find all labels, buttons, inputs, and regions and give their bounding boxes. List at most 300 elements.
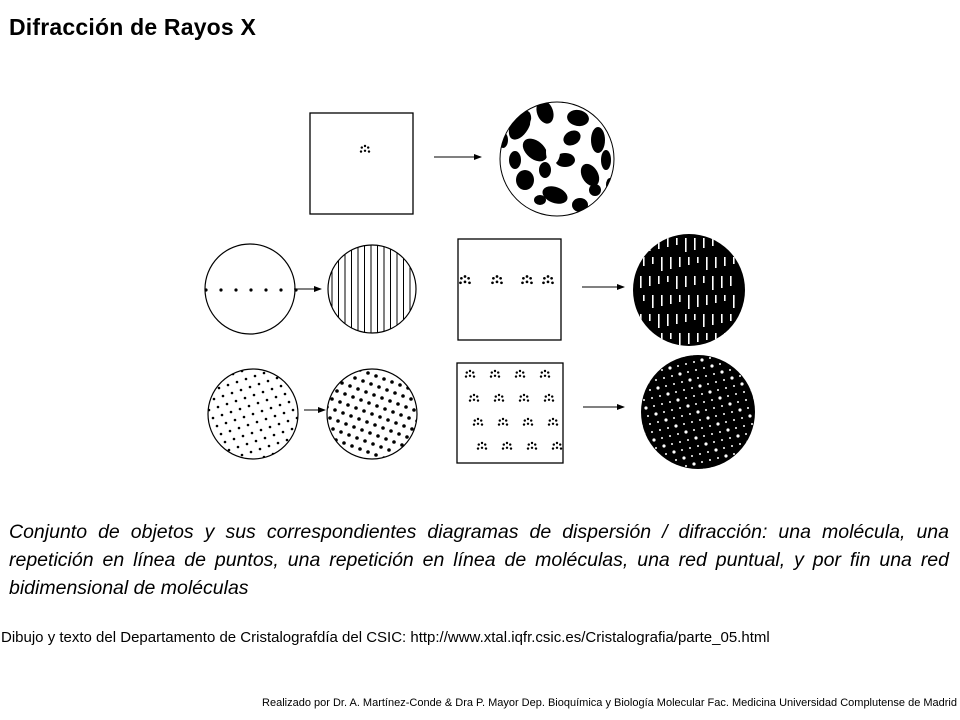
lattice-point [249,470,252,473]
diffraction-streak [733,295,735,308]
molecule-dot [551,281,554,284]
reciprocal-lattice-point [434,436,438,440]
molecule-dot [484,443,486,445]
lattice-point [294,455,297,458]
diffraction-streak [694,314,696,320]
reciprocal-lattice-point [342,441,346,445]
molecule-dot [473,375,475,377]
reciprocal-lattice-point [330,397,334,401]
reciprocal-lattice-point [324,454,328,458]
reciprocal-lattice-point [404,484,408,488]
diffraction-spot [670,476,673,479]
lattice-point [221,498,224,500]
reciprocal-lattice-point [329,367,333,371]
molecule-dot [367,146,369,148]
reciprocal-lattice-point [341,411,345,415]
reciprocal-lattice-point [318,432,322,436]
diffraction-spot [682,456,685,459]
diffraction-spot [629,377,631,379]
diffraction-spot [673,383,675,385]
diffraction-spot [681,449,683,451]
diffraction-streak [730,276,732,286]
lattice-point [190,415,193,418]
lattice-point [287,336,290,339]
diffraction-spot [758,420,761,423]
lattice-point [237,446,240,449]
diffraction-spot [693,429,695,431]
diffraction-spot [766,452,769,455]
molecule-dot [469,375,471,377]
diffraction-spot [723,413,725,415]
reciprocal-lattice-point [449,491,453,495]
reciprocal-lattice-point [316,372,320,376]
reciprocal-lattice-point [339,430,343,434]
reciprocal-lattice-point [377,385,381,389]
reciprocal-lattice-point [347,354,351,358]
reciprocal-lattice-point [304,328,308,332]
reciprocal-lattice-point [374,374,378,378]
diffraction-spot [665,453,667,455]
lattice-point [292,325,295,328]
reciprocal-lattice-point [344,422,348,426]
lattice-point [255,356,258,359]
lattice-point [260,345,263,348]
molecule-dot [519,399,521,401]
diffraction-spot [689,413,691,415]
molecule-dot [547,275,550,278]
lattice-point [239,408,242,411]
lattice-point [176,429,179,432]
lattice-point [210,455,213,458]
diffraction-streak [715,257,717,268]
lattice-point [226,487,229,490]
reciprocal-lattice-point [425,403,429,407]
lattice-point [277,358,280,361]
diffraction-streak [652,295,654,308]
lattice-point [245,462,248,465]
lattice-point [232,457,235,460]
diffraction-spot [695,403,697,405]
diffraction-spot [678,372,681,375]
reciprocal-lattice-point [393,470,397,474]
lattice-point [305,414,308,417]
lattice-point [296,333,299,336]
diffraction-spot [679,475,681,477]
reciprocal-lattice-point [385,388,389,392]
lattice-point [286,439,289,442]
molecule-dot [491,371,493,373]
reciprocal-lattice-point [416,449,420,453]
reciprocal-lattice-point [403,375,407,379]
diffraction-spot [737,401,739,403]
diffraction-streak [706,257,708,270]
diffraction-streak [640,276,642,288]
lattice-point [211,436,214,439]
lattice-point [241,454,244,457]
lattice-point [228,365,231,368]
molecule-dot [476,395,478,397]
reciprocal-lattice-point [414,468,418,472]
lattice-point [196,385,199,388]
molecule-dot [553,443,555,445]
diffraction-spot [730,376,733,379]
molecule-dot [468,281,471,284]
diffraction-streak [667,276,669,282]
lattice-point [245,378,248,381]
diffraction-spot [745,433,747,435]
reciprocal-lattice-point [428,414,432,418]
lattice-point [304,349,307,352]
lattice-point [164,405,167,408]
lattice-point [262,475,265,478]
line-of-molecules [459,275,554,284]
lattice-point [280,469,283,472]
lattice-point [213,482,216,485]
lattice-point [179,372,182,375]
reciprocal-lattice-point [376,434,380,438]
row-line-repetition [204,234,745,347]
molecule-dot [474,419,476,421]
reciprocal-lattice-point [360,349,364,353]
molecule-dot [551,395,553,397]
diffraction-spot [647,449,649,451]
lattice-point [307,376,310,379]
molecule-dot [480,419,482,421]
reciprocal-lattice-point [343,392,347,396]
lattice-point [205,466,208,469]
molecule-dot [364,150,366,152]
lattice-point [255,440,258,443]
lattice-point [273,434,276,437]
reciprocal-lattice-point [310,350,314,354]
lattice-point [200,477,203,480]
line-point [204,288,207,291]
reciprocal-lattice-point [348,384,352,388]
molecule-dot [552,399,554,401]
lattice-point [217,490,220,493]
diffraction-spot [646,380,649,383]
lattice-point [268,361,271,364]
molecule-dot [531,423,533,425]
reciprocal-lattice-point [302,347,306,351]
reciprocal-lattice-point [356,387,360,391]
reciprocal-lattice-point [399,413,403,417]
diffraction-streak [649,238,651,251]
diffraction-spot [699,351,701,353]
reciprocal-lattice-point [381,426,385,430]
diffraction-spot [654,412,657,415]
reciprocal-lattice-point [326,356,330,360]
lattice-point [332,405,335,408]
reciprocal-lattice-point [427,463,431,467]
molecule-dot [368,150,370,152]
reciprocal-lattice-point [358,447,362,451]
diffraction-spot [651,431,653,433]
reciprocal-lattice-point [367,401,371,405]
reciprocal-lattice-point [423,422,427,426]
lattice-point [259,448,262,451]
reciprocal-lattice-point [391,410,395,414]
reciprocal-lattice-point [422,471,426,475]
reciprocal-lattice-point [369,382,373,386]
reciprocal-lattice-point [311,380,315,384]
slide-title: Difracción de Rayos X [9,14,257,40]
reciprocal-lattice-point [380,475,384,479]
line-of-molecules-object-square [458,239,561,340]
reciprocal-lattice-point [420,490,424,494]
lattice-point [226,403,229,406]
diffraction-spot [639,383,641,385]
molecule-dot [498,423,500,425]
line-of-points [204,288,297,291]
lattice-point [330,443,333,446]
molecule-dot [552,418,554,420]
lattice-point [263,372,266,375]
reciprocal-lattice-point [409,397,413,401]
reciprocal-lattice-point [385,467,389,471]
line-point [249,288,252,291]
lattice-point [228,449,231,452]
diffraction-streak [670,333,672,339]
lattice-point [175,364,178,367]
molecule-dot [506,442,508,444]
diffraction-spot [703,401,705,403]
lattice-point [156,389,159,392]
diffraction-spot [729,369,731,371]
diffraction-spot [673,417,675,419]
lattice-point [234,419,237,422]
lattice-point [284,477,287,480]
molecule-dot [364,145,366,147]
reciprocal-lattice-point [355,357,359,361]
diffraction-spot [639,417,641,419]
reciprocal-lattice-point [309,399,313,403]
lattice-point [278,423,281,426]
lattice-point [220,433,223,436]
lattice-point [212,417,215,420]
scatter-blob [524,93,536,103]
molecule-dot [494,370,496,372]
diffraction-spot [726,428,729,431]
diffraction-spot [681,381,683,383]
diffraction-spot [713,373,715,375]
reciprocal-lattice-point [392,361,396,365]
lattice-point [211,352,214,355]
molecule-dot [528,443,530,445]
reciprocal-lattice-point [333,408,337,412]
lattice-point [299,360,302,363]
diffraction-streak [649,314,651,321]
lattice-point [281,366,284,369]
lattice-point [266,483,269,486]
molecule-dot [527,447,529,449]
diffraction-spot [737,367,739,369]
reciprocal-lattice-point [436,496,440,500]
reciprocal-lattice-point [389,429,393,433]
reciprocal-lattice-point [288,322,292,326]
diffraction-spot [667,461,669,463]
lattice-point [312,449,315,452]
diffraction-spot [663,411,665,413]
diffraction-spot [745,399,747,401]
reciprocal-lattice-point [431,425,435,429]
diffraction-spot [698,384,701,387]
lattice-point [235,400,238,403]
molecule-dot [481,423,483,425]
lattice-point [297,398,300,401]
lattice-point [269,342,272,345]
molecule-dot [526,281,529,284]
reciprocal-lattice-point [353,376,357,380]
diffraction-spot [736,434,739,437]
lattice-point [208,493,211,496]
lattice-point [302,471,305,474]
diffraction-spot [659,463,661,465]
lattice-point [223,460,226,463]
line-point [264,288,267,291]
molecule-dot [466,371,468,373]
lattice-point [260,429,263,432]
diffraction-spot [735,393,737,395]
diffraction-spot [715,347,717,349]
diffraction-spot [701,461,703,463]
molecule-dot [516,371,518,373]
diffraction-spot [645,441,647,443]
diffraction-spot [702,468,705,471]
diffraction-streak [688,257,690,265]
lattice-point [308,441,311,444]
lattice-point [236,381,239,384]
molecule-dot [492,277,495,280]
diffraction-spot [704,442,707,445]
reciprocal-lattice-point [328,416,332,420]
lattice-point [207,428,210,431]
reciprocal-lattice-point [407,416,411,420]
reciprocal-lattice-point [417,400,421,404]
diffraction-spot [697,445,699,447]
molecule-dot [541,371,543,373]
lattice-point [148,373,151,376]
diffraction-spot [669,469,671,471]
lattice-point [290,363,293,366]
diffraction-spot [707,383,709,385]
reciprocal-lattice-point [334,359,338,363]
reciprocal-lattice-point [414,389,418,393]
diffraction-streak [697,295,699,307]
reciprocal-lattice-point [332,457,336,461]
molecule-dot [495,395,497,397]
molecule-dot [560,447,562,449]
lattice-point [196,469,199,472]
molecule-dot [547,281,550,284]
lattice-point [303,368,306,371]
lattice-point [152,381,155,384]
diffraction-spot [641,425,643,427]
diffraction-spot [685,465,687,467]
molecule-dot [543,277,546,280]
reciprocal-lattice-point [435,466,439,470]
diffraction-spot [683,389,685,391]
diffraction-spot [655,379,657,381]
diffraction-streak [640,314,642,323]
molecule-dot [522,371,524,373]
diffraction-streak [685,276,687,287]
lattice-point [184,445,187,448]
diffraction-spot [695,369,697,371]
diffraction-spot [734,460,737,463]
diffraction-spot [657,421,659,423]
lattice-point [242,351,245,354]
lattice-point [213,398,216,401]
reciprocal-lattice-point [433,485,437,489]
diffraction-spot [763,437,765,439]
reciprocal-lattice-point [406,465,410,469]
lattice-point [247,340,250,343]
lattice-point [219,368,222,371]
lattice-point [203,420,206,423]
reciprocal-lattice-point [412,487,416,491]
diffraction-spot [686,404,689,407]
molecule-dot [477,423,479,425]
molecule-dot [548,399,550,401]
diffraction-spot [649,423,651,425]
lattice-point [172,421,175,424]
lattice-point [246,359,249,362]
reciprocal-lattice-point [441,488,445,492]
lattice-point [227,384,230,387]
molecule-dot [547,371,549,373]
diffraction-spot [683,355,685,357]
reciprocal-lattice-point [322,394,326,398]
reciprocal-lattice-point [320,413,324,417]
diffraction-spot [727,361,729,363]
diffraction-streak [715,295,717,303]
lattice-point [339,440,342,443]
lattice-point [269,426,272,429]
molecule-dot [519,370,521,372]
lattice-point [197,450,200,453]
reciprocal-lattice-point [344,343,348,347]
lattice-point [301,406,304,409]
diffraction-spot [626,368,629,371]
reciprocal-lattice-point [354,406,358,410]
diffraction-spot [733,419,735,421]
diffraction-spot [675,459,677,461]
lattice-point [278,339,281,342]
lattice-point [177,410,180,413]
lattice-point [294,371,297,374]
diffraction-spot [667,359,669,361]
reciprocal-lattice-point [405,435,409,439]
reciprocal-lattice-point [411,457,415,461]
lattice-point [224,357,227,360]
diffraction-spot [731,445,733,447]
molecule-dot [559,443,561,445]
molecule-dot [506,447,508,449]
lattice-point [279,404,282,407]
diffraction-streak [721,276,723,288]
diffraction-spot [677,467,679,469]
reciprocal-lattice-point [321,364,325,368]
reciprocal-lattice-point [291,333,295,337]
diffraction-streak [670,295,672,304]
lattice-point [218,471,221,474]
diffraction-spot [717,457,719,459]
molecule-dot [494,375,496,377]
reciprocal-lattice-point [400,443,404,447]
lattice-point [202,355,205,358]
diffraction-spot [661,369,663,371]
